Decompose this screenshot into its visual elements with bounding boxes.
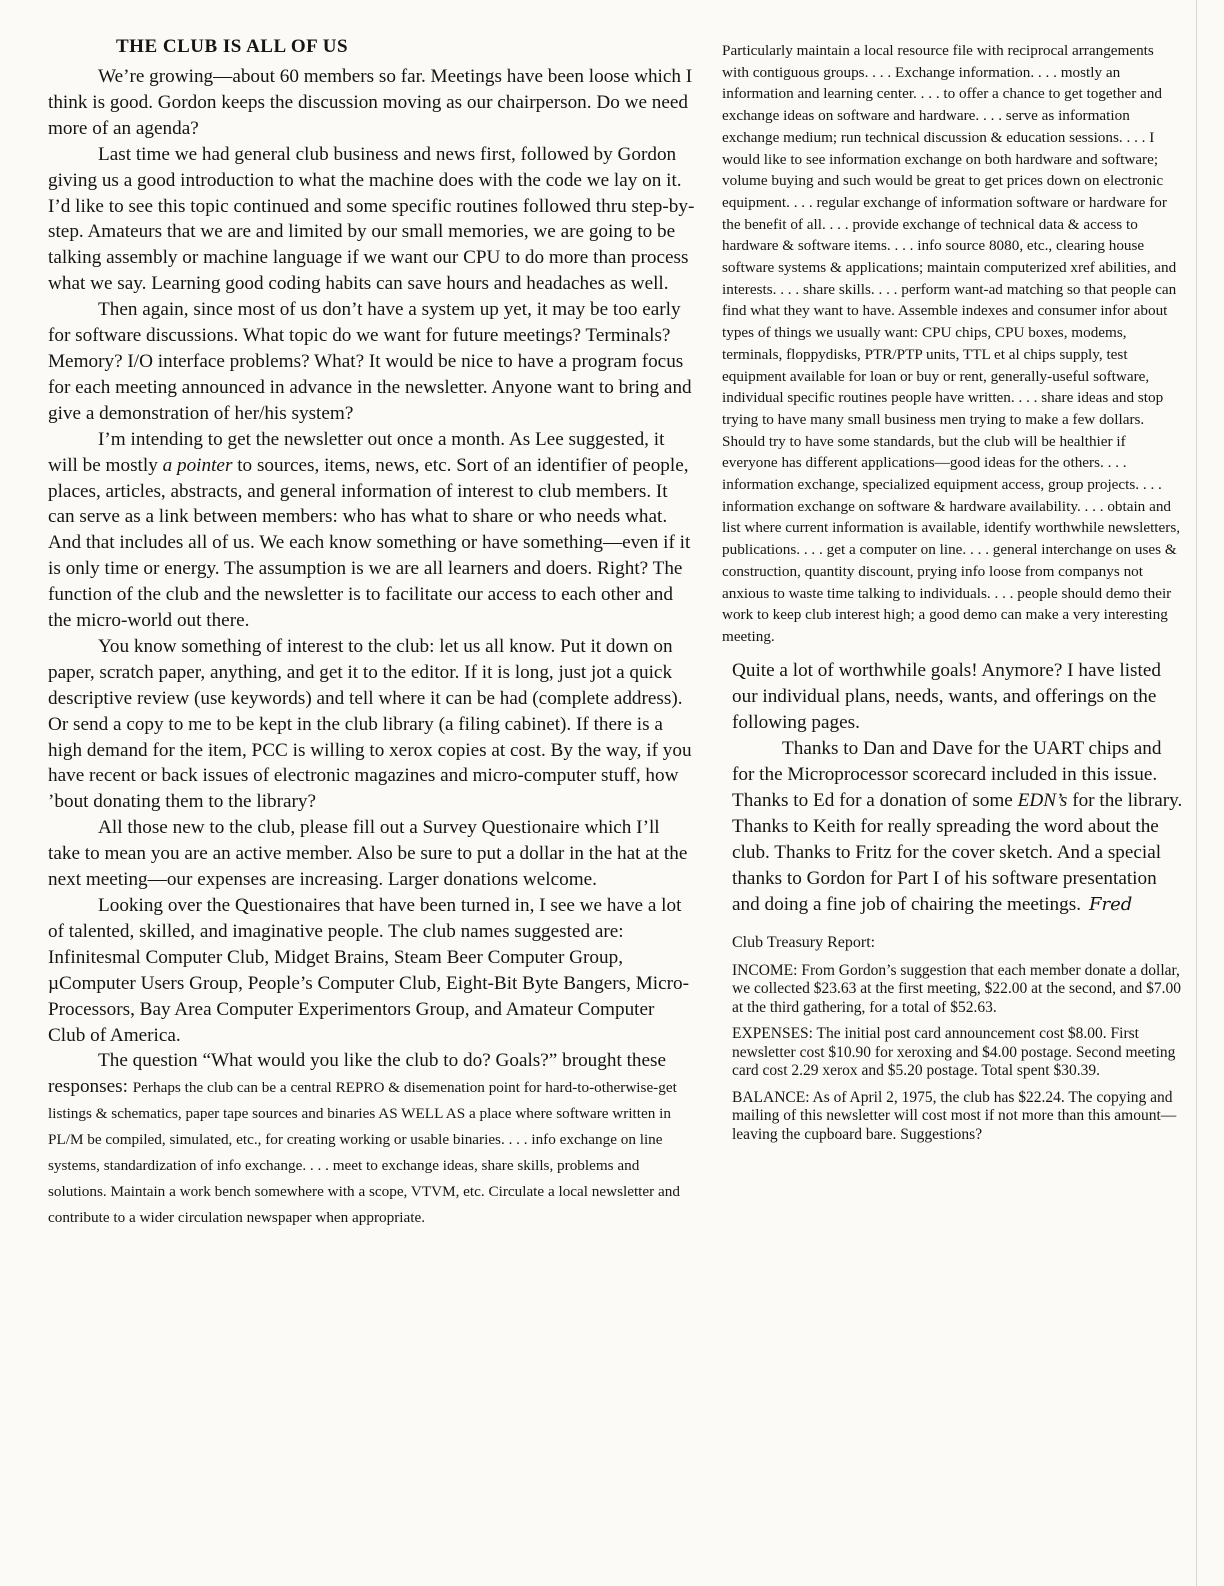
paragraph-newsletter-a: I’m intending to get the newsletter out once a month. As Lee suggested, it will be mostly xyxy=(48,428,665,476)
paragraph-newsletter xyxy=(48,427,696,634)
responses-continued: Particularly maintain a local resource file with reciprocal arrangements with contiguous groups. . . . Exchange information. . . . mostly an information and learning center. . . . to offer a chance to get together and exchange ideas on software and hardware. . . . serve as information exchange medium; run technical discussion & education sessions. . . . I would like to see information exchange on both hardware and software; volume buying and such would be great to get prices down on electronic equipment. . . . regular exchange of information software or hardware for the benefit of all. . . . provide exchange of technical data & access to hardware & software items. . . . info source 8080, etc., clearing house software systems & applications; maintain computerized xref abilities, and interests. . . . share skills. . . . perform want-ad matching so that people can find what they want to have. Assemble indexes and consumer infor about types of things we usually want: CPU chips, CPU boxes, modems, terminals, floppydisks, PTR/PTP units, TTL et al chips supply, test equipment available for loan or buy or rent, generally-useful software, individual specific routines people have written. . . . share ideas and stop trying to have many small business men trying to make a few dollars. Should try to have some standards, but the club will be healthier if everyone has different applications—good ideas for the others. . . . information exchange, specialized equipment access, group projects. . . . information exchange on software & hardware availability. . . . obtain and list where current information is available, identify worthwhile newsletters, publications. . . . get a computer on line. . . . general interchange on uses & construction, quantity discount, prying info loose from companys not anxious to waste time talking to individuals. . . . people should demo their work to keep club interest high; a good demo can make a very interesting meeting. xyxy=(722,42,1181,645)
treasury-title: Club Treasury Report: xyxy=(732,933,876,951)
paragraph-you-know: You know something of interest to the club: let us all know. Put it down on paper, scratch paper, anything, and get it to the editor. If it is long, just jot a quick descriptive review (use keywords) and tell where it can be had (complete address). Or send a copy to me to be kept in the club library (a filing cabinet). If there is a high demand for the item, PCC is willing to xerox copies at cost. By the way, if you have recent or back issues of electronic magazines and micro-computer stuff, how ’bout donating them to the library? xyxy=(48,635,692,813)
editor-signature: Fred xyxy=(1089,893,1133,915)
thanks-a: Thanks to Dan and Dave for the UART chips and for the Microprocessor scorecard included in this issue. Thanks to Ed for a donation of some xyxy=(732,737,1162,811)
paragraph-new-members: All those new to the club, please fill out a Survey Questionaire which I’ll take to mean you are an active member. Also be sure to put a dollar in the hat at the next meeting—our expenses are increasing. Larger donations welcome. xyxy=(48,817,688,891)
question-lead: The question “What would you like the club to do? Goals?” brought these responses: xyxy=(48,1050,667,1098)
left-column xyxy=(48,36,696,1230)
paragraph-then-again: Then again, since most of us don’t have a system up yet, it may be too early for software discussions. What topic do we want for future meetings? Terminals? Memory? I/O interface problems? What? It would be nice to have a program focus for each meeting announced in advance in the newsletter. Anyone want to bring and give a demonstration of her/his system? xyxy=(48,299,692,424)
treasury-report xyxy=(722,934,1184,1145)
paragraph-newsletter-b: to sources, items, news, etc. Sort of an identifier of people, places, articles, abstracts, and general information of interest to club members. It can serve as a link between members: who has what to share or who needs what. And that includes all of us. We each know something or have something—even if it is only time or energy. The assumption is we are all learners and doers. Right? The function of the club and the newsletter is to facilitate our access to each other and the micro-world out there. xyxy=(48,454,691,632)
thanks-emphasis: EDN’s xyxy=(1017,789,1068,811)
paragraph-question xyxy=(48,1048,696,1229)
paragraph-growing: We’re growing—about 60 members so far. Meetings have been loose which I think is good. Gordon keeps the discussion moving as our chairperson. Do we need more of an agenda? xyxy=(48,66,693,139)
paragraph-goals: Quite a lot of worthwhile goals! Anymore? I have listed our individual plans, needs, wants, and offerings on the following pages. xyxy=(732,659,1161,733)
article-heading: THE CLUB IS ALL OF US xyxy=(116,36,349,57)
paragraph-last-time: Last time we had general club business and news first, followed by Gordon giving us a good introduction to what the machine does with the code we lay on it. I’d like to see this topic continued and some specific routines followed thru step-by-step. Amateurs that we are and limited by our small memories, we are going to be talking assembly or machine language if we want our CPU to do more than process what we say. Learning good coding habits can save hours and headaches as well. xyxy=(48,143,695,295)
treasury-balance: BALANCE: As of April 2, 1975, the club has $22.24. The copying and mailing of this newsletter will cost most if not more than this amount—leaving the cupboard bare. Suggestions? xyxy=(732,1088,1177,1143)
paragraph-newsletter-emphasis: a pointer xyxy=(162,454,233,476)
paragraph-thanks xyxy=(732,736,1184,918)
question-responses: Perhaps the club can be a central REPRO & disemenation point for hard-to-otherwise-get listings & schematics, paper tape sources and binaries AS WELL AS a place where software written in PL/M be compiled, simulated, etc., for creating working or usable binaries. . . . info exchange on line systems, standardization of info exchange. . . . meet to exchange ideas, share skills, problems and solutions. Maintain a work bench somewhere with a scope, VTVM, etc. Circulate a local newsletter and contribute to a wider circulation newspaper when appropriate. xyxy=(48,1079,680,1226)
treasury-income: INCOME: From Gordon’s suggestion that each member donate a dollar, we collected $23.63 at the first meeting, $22.00 at the second, and $7.00 at the third gathering, for a total of $52.63. xyxy=(732,961,1181,1016)
thanks-b: for the library. Thanks to Keith for really spreading the word about the club. Thanks to Fritz for the cover sketch. And a special thanks to Gordon for Part I of his software presentation and doing a fine job of chairing the meetings. xyxy=(732,789,1183,915)
right-column xyxy=(722,40,1184,1152)
article-body xyxy=(48,64,696,1230)
paragraph-questionaires: Looking over the Questionaires that have been turned in, I see we have a lot of talented, skilled, and imaginative people. The club names suggested are: Infinitesmal Computer Club, Midget Brains, Steam Beer Computer Group, µComputer Users Group, People’s Computer Club, Eight-Bit Byte Bangers, Micro-Processors, Bay Area Computer Experimentors Group, and Amateur Computer Club of America. xyxy=(48,895,689,1046)
treasury-expenses: EXPENSES: The initial post card announcement cost $8.00. First newsletter cost $10.90 for xeroxing and $4.00 postage. Second meeting card cost 2.29 xerox and $5.20 postage. Total spent $30.39. xyxy=(732,1025,1176,1080)
closing-section xyxy=(722,658,1184,918)
page-edge-rule xyxy=(1196,0,1197,1586)
